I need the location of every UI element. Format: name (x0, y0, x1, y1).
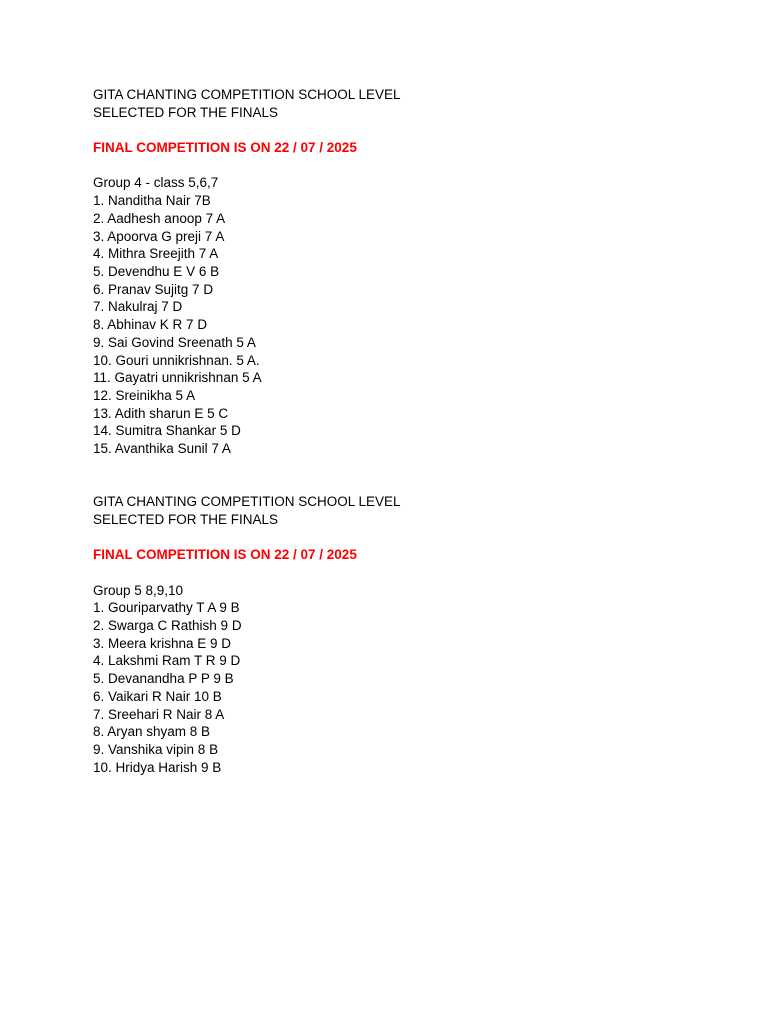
participant-item: 9. Sai Govind Sreenath 5 A (93, 334, 256, 350)
final-competition-notice: FINAL COMPETITION IS ON 22 / 07 / 2025 (93, 547, 357, 563)
group-label: Group 4 - class 5,6,7 (93, 175, 219, 191)
participant-item: 7. Nakulraj 7 D (93, 299, 183, 315)
participant-item: 10. Gouri unnikrishnan. 5 A. (93, 352, 260, 368)
participant-item: 10. Hridya Harish 9 B (93, 759, 222, 775)
section-title-line1: GITA CHANTING COMPETITION SCHOOL LEVEL (93, 494, 401, 510)
participant-item: 14. Sumitra Shankar 5 D (93, 423, 241, 439)
participant-item: 3. Meera krishna E 9 D (93, 635, 232, 651)
section-group-5 (93, 493, 733, 776)
participant-item: 15. Avanthika Sunil 7 A (93, 441, 231, 457)
participant-item: 6. Vaikari R Nair 10 B (93, 688, 222, 704)
section-spacer (93, 458, 733, 493)
participant-item: 1. Gouriparvathy T A 9 B (93, 600, 240, 616)
participant-item: 2. Aadhesh anoop 7 A (93, 210, 226, 226)
participant-list (93, 599, 733, 776)
final-competition-notice: FINAL COMPETITION IS ON 22 / 07 / 2025 (93, 140, 357, 156)
section-title-line2: SELECTED FOR THE FINALS (93, 511, 279, 527)
participant-item: 4. Lakshmi Ram T R 9 D (93, 653, 241, 669)
document-page (93, 86, 733, 776)
section-group-4 (93, 86, 733, 458)
participant-item: 3. Apoorva G preji 7 A (93, 228, 225, 244)
participant-item: 8. Abhinav K R 7 D (93, 317, 208, 333)
participant-item: 5. Devanandha P P 9 B (93, 671, 234, 687)
participant-item: 6. Pranav Sujitg 7 D (93, 281, 214, 297)
section-title-line2: SELECTED FOR THE FINALS (93, 104, 279, 120)
participant-item: 2. Swarga C Rathish 9 D (93, 618, 242, 634)
participant-item: 4. Mithra Sreejith 7 A (93, 246, 219, 262)
participant-item: 9. Vanshika vipin 8 B (93, 741, 219, 757)
participant-item: 11. Gayatri unnikrishnan 5 A (93, 370, 262, 386)
participant-item: 5. Devendhu E V 6 B (93, 264, 220, 279)
group-label: Group 5 8,9,10 (93, 582, 184, 598)
participant-item: 1. Nanditha Nair 7B (93, 193, 211, 209)
participant-item: 12. Sreinikha 5 A (93, 387, 196, 403)
participant-item: 7. Sreehari R Nair 8 A (93, 706, 225, 722)
participant-item: 8. Aryan shyam 8 B (93, 724, 211, 740)
section-title-line1: GITA CHANTING COMPETITION SCHOOL LEVEL (93, 87, 401, 102)
participant-list (93, 192, 733, 458)
participant-item: 13. Adith sharun E 5 C (93, 405, 229, 421)
